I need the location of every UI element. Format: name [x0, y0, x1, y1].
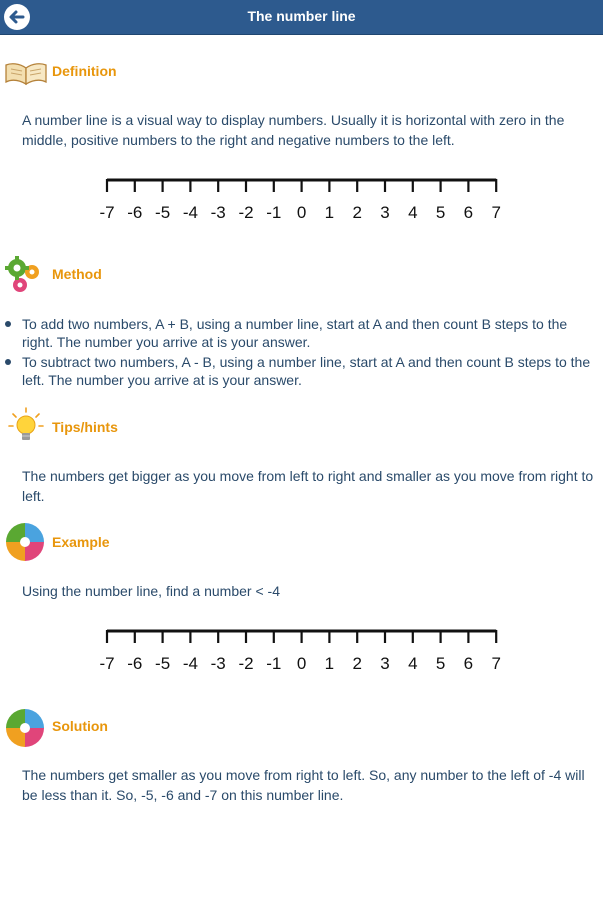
number-line-label: 6: [463, 203, 474, 222]
number-line-2: [90, 623, 510, 677]
number-line-label: -4: [182, 654, 198, 673]
tips-text: The numbers get bigger as you move from left to right and smaller as you move from right to left.: [22, 468, 594, 504]
puzzle-icon: [5, 522, 45, 562]
number-line-label: 2: [352, 654, 362, 673]
number-line-label: -2: [238, 203, 254, 222]
number-line-label: -5: [155, 654, 171, 673]
page-title: The number line: [247, 8, 356, 24]
number-line-label: 0: [296, 654, 307, 673]
example-text: Using the number line, find a number < -4: [22, 583, 280, 599]
list-item: [2, 315, 602, 351]
number-line-label: 4: [408, 654, 418, 673]
list-item: [2, 353, 602, 389]
top-bar: [0, 0, 603, 35]
number-line-label: -6: [127, 654, 143, 673]
definition-heading: Definition: [52, 63, 117, 79]
method-list: [2, 315, 602, 391]
number-line-label: 5: [435, 654, 446, 673]
number-line-label: -6: [127, 203, 143, 222]
number-line-label: -3: [210, 203, 226, 222]
number-line-label: 1: [324, 203, 335, 222]
example-heading: Example: [52, 534, 110, 550]
number-line-label: -1: [266, 203, 282, 222]
number-line-label: 3: [380, 654, 390, 673]
method-item-text: To subtract two numbers, A - B, using a number line, start at A and then count B steps to the left. The number you arrive at is your answer.: [22, 354, 591, 388]
open-book-icon: [3, 60, 49, 86]
solution-heading: Solution: [52, 718, 108, 734]
number-line-label: -4: [182, 203, 198, 222]
number-line-label: 4: [408, 203, 418, 222]
number-line-label: 5: [435, 203, 446, 222]
number-line-label: 3: [380, 203, 390, 222]
number-line-label: 7: [491, 654, 501, 673]
number-line-label: 7: [491, 203, 501, 222]
number-line-label: 1: [324, 654, 335, 673]
number-line-label: -7: [99, 654, 115, 673]
number-line-label: -2: [238, 654, 254, 673]
solution-text: The numbers get smaller as you move from right to left. So, any number to the left of -4 will be less than it. So, -5, -6 and -7 on this number line.: [22, 767, 585, 803]
number-line-label: -3: [210, 654, 226, 673]
number-line-label: -1: [266, 654, 282, 673]
gears-icon: [4, 255, 44, 295]
number-line-1: [90, 172, 510, 226]
number-line-label: 0: [296, 203, 307, 222]
puzzle-icon: [5, 708, 45, 748]
method-item-text: To add two numbers, A + B, using a number line, start at A and then count B steps to the right. The number you arrive at is your answer.: [22, 316, 568, 350]
number-line-label: 2: [352, 203, 362, 222]
definition-text: A number line is a visual way to display numbers. Usually it is horizontal with zero in the middle, positive numbers to the right and negative numbers to the left.: [22, 112, 565, 148]
tips-heading: Tips/hints: [52, 419, 118, 435]
number-line-label: -5: [155, 203, 171, 222]
number-line-label: 6: [463, 654, 474, 673]
light-bulb-icon: [6, 406, 46, 446]
bullet-icon: [5, 321, 11, 327]
method-heading: Method: [52, 266, 102, 282]
number-line-label: -7: [99, 203, 115, 222]
bullet-icon: [5, 359, 11, 365]
